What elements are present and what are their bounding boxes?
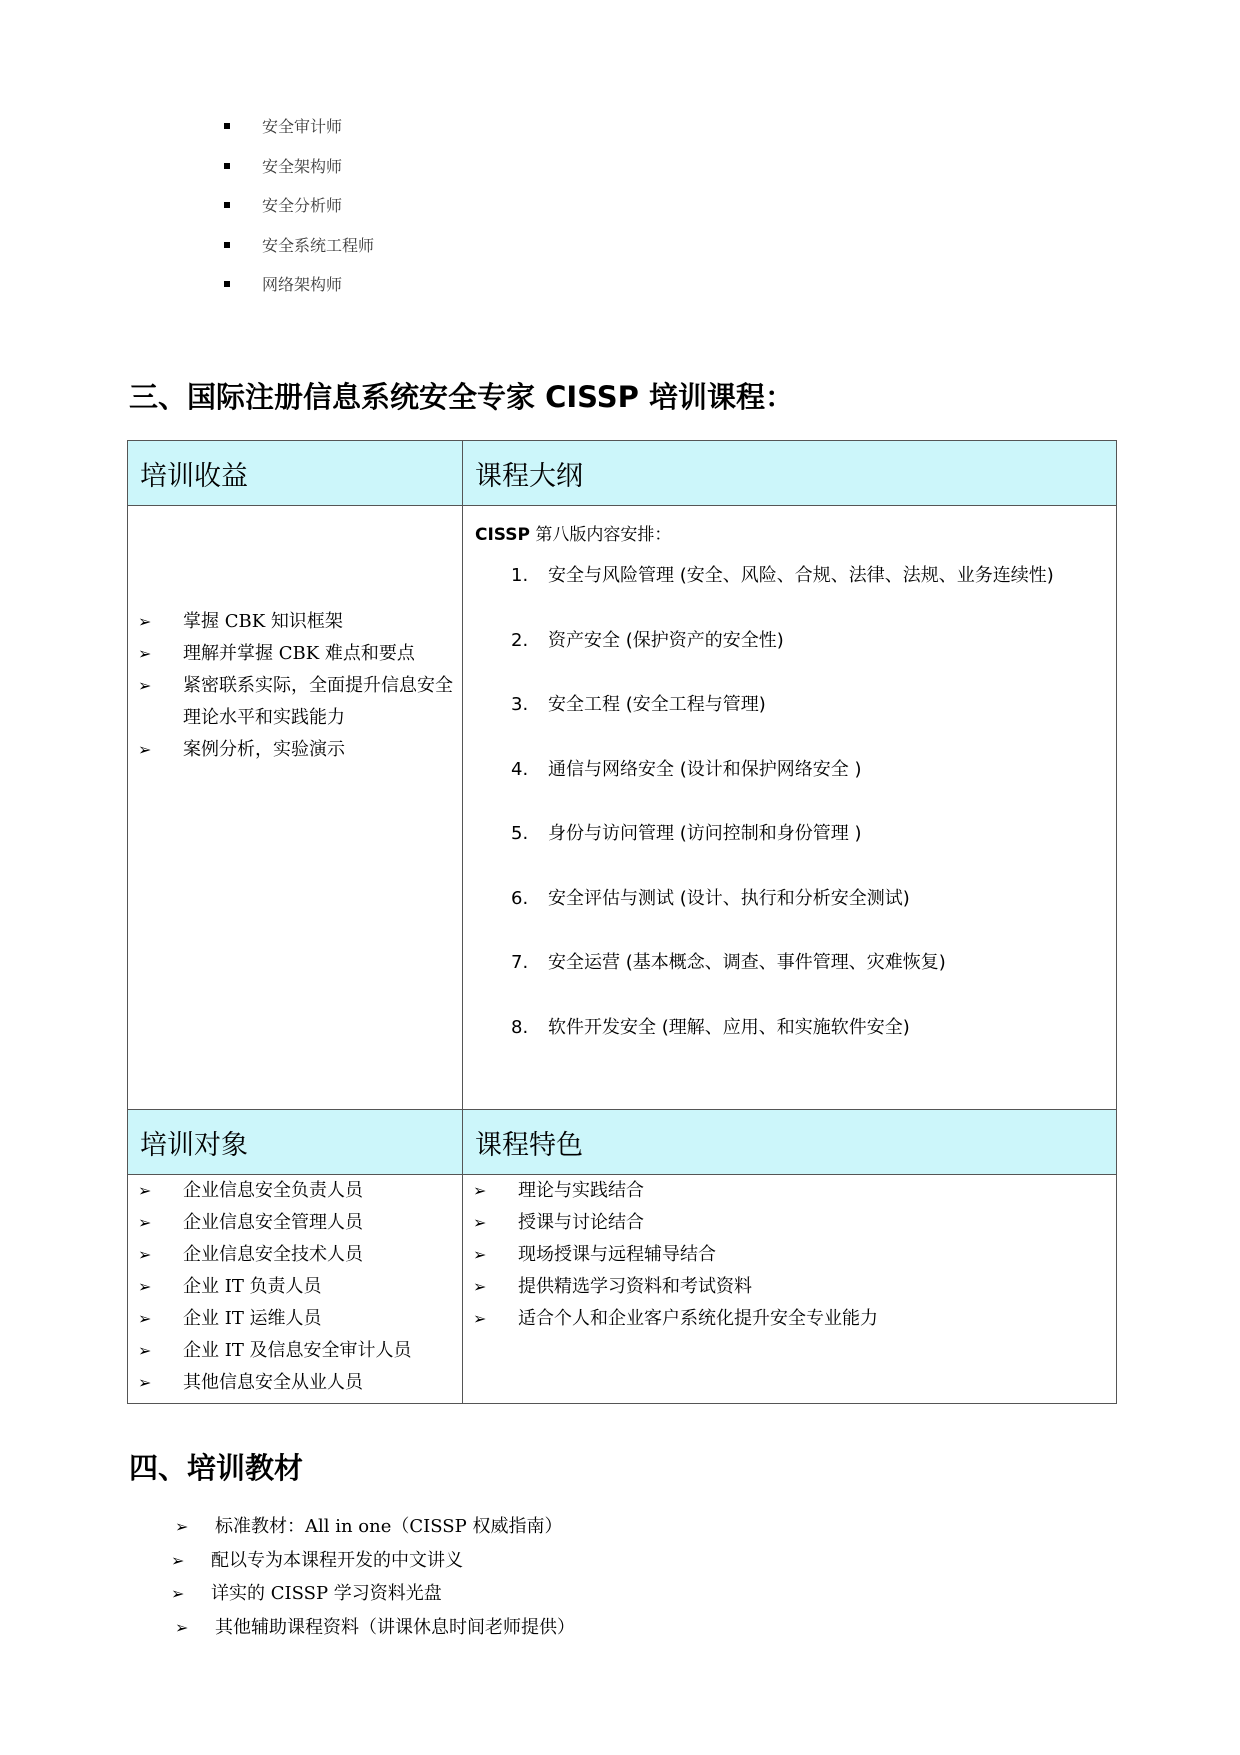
list-item xyxy=(128,1271,462,1303)
benefit-text: 案例分析，实验演示 xyxy=(183,739,345,760)
role-list xyxy=(222,116,374,314)
item-number: 4. xyxy=(511,758,529,780)
item-number: 8. xyxy=(511,1016,529,1038)
list-item xyxy=(171,1546,463,1572)
syllabus-intro-bold: CISSP xyxy=(475,525,530,545)
material-text: 标准教材：All in one（CISSP 权威指南） xyxy=(215,1516,563,1537)
square-bullet-icon xyxy=(224,202,230,208)
benefits-header: 培训收益 xyxy=(128,441,463,506)
syllabus-text: 安全运营 (基本概念、调查、事件管理、灾难恢复) xyxy=(548,952,946,973)
list-item xyxy=(128,1175,462,1207)
target-text: 企业信息安全负责人员 xyxy=(183,1180,363,1201)
list-item xyxy=(222,156,374,196)
target-list xyxy=(128,1175,462,1403)
list-item xyxy=(463,950,1116,1015)
role-label: 安全审计师 xyxy=(262,117,343,136)
arrow-bullet-icon: ➢ xyxy=(138,676,152,695)
list-item xyxy=(222,195,374,235)
arrow-bullet-icon: ➢ xyxy=(138,1373,152,1392)
arrow-bullet-icon: ➢ xyxy=(175,1618,189,1637)
arrow-bullet-icon: ➢ xyxy=(175,1517,189,1536)
item-number: 7. xyxy=(511,952,529,973)
arrow-bullet-icon: ➢ xyxy=(138,740,152,759)
course-table xyxy=(127,440,1117,1404)
list-item xyxy=(128,1239,462,1271)
list-item xyxy=(222,235,374,275)
item-number: 2. xyxy=(511,629,529,651)
arrow-bullet-icon: ➢ xyxy=(473,1277,487,1296)
arrow-bullet-icon: ➢ xyxy=(171,1551,185,1570)
list-item xyxy=(222,116,374,156)
list-item xyxy=(463,1175,1116,1207)
feature-text: 适合个人和企业客户系统化提升安全专业能力 xyxy=(518,1308,878,1329)
syllabus-intro-text: 第八版内容安排： xyxy=(529,525,672,545)
square-bullet-icon xyxy=(224,163,230,169)
list-item xyxy=(128,1367,462,1399)
arrow-bullet-icon: ➢ xyxy=(138,1309,152,1328)
item-number: 3. xyxy=(511,694,529,715)
arrow-bullet-icon: ➢ xyxy=(473,1309,487,1328)
feature-list xyxy=(463,1175,1116,1339)
benefit-text: 掌握 CBK 知识框架 xyxy=(183,611,343,632)
list-item xyxy=(171,1579,442,1605)
syllabus-intro xyxy=(463,506,1116,545)
benefits-list xyxy=(128,606,462,766)
arrow-bullet-icon: ➢ xyxy=(171,1584,185,1603)
arrow-bullet-icon: ➢ xyxy=(473,1181,487,1200)
feature-text: 理论与实践结合 xyxy=(518,1180,644,1201)
arrow-bullet-icon: ➢ xyxy=(138,1245,152,1264)
arrow-bullet-icon: ➢ xyxy=(138,1341,152,1360)
list-item xyxy=(128,1303,462,1335)
target-header: 培训对象 xyxy=(128,1110,463,1175)
syllabus-cell xyxy=(463,506,1117,1110)
role-label: 网络架构师 xyxy=(262,275,343,294)
list-item xyxy=(463,563,1116,628)
list-item xyxy=(463,1015,1116,1080)
material-text: 配以专为本课程开发的中文讲义 xyxy=(211,1550,463,1571)
list-item xyxy=(463,1303,1116,1335)
target-text: 企业 IT 负责人员 xyxy=(183,1276,322,1297)
list-item xyxy=(463,886,1116,951)
target-text: 企业 IT 及信息安全审计人员 xyxy=(183,1340,412,1361)
square-bullet-icon xyxy=(224,123,230,129)
list-item xyxy=(463,628,1116,693)
item-number: 1. xyxy=(511,565,529,586)
syllabus-text: 安全工程 (安全工程与管理) xyxy=(548,694,766,715)
arrow-bullet-icon: ➢ xyxy=(138,1213,152,1232)
square-bullet-icon xyxy=(224,242,230,248)
material-text: 详实的 CISSP 学习资料光盘 xyxy=(211,1583,442,1604)
target-cell xyxy=(128,1175,463,1404)
arrow-bullet-icon: ➢ xyxy=(138,1181,152,1200)
square-bullet-icon xyxy=(224,281,230,287)
list-item xyxy=(128,734,462,766)
feature-text: 现场授课与远程辅导结合 xyxy=(518,1244,716,1265)
list-item xyxy=(175,1613,575,1639)
feature-header: 课程特色 xyxy=(463,1110,1117,1175)
syllabus-text: 通信与网络安全 (设计和保护网络安全 ) xyxy=(548,758,862,780)
role-label: 安全分析师 xyxy=(262,196,343,215)
arrow-bullet-icon: ➢ xyxy=(138,644,152,663)
target-text: 企业信息安全管理人员 xyxy=(183,1212,363,1233)
syllabus-text: 身份与访问管理 (访问控制和身份管理 ) xyxy=(548,823,862,844)
arrow-bullet-icon: ➢ xyxy=(473,1213,487,1232)
section3-title: 三、国际注册信息系统安全专家 CISSP 培训课程： xyxy=(129,380,794,414)
section4-title: 四、培训教材 xyxy=(129,1451,304,1485)
list-item xyxy=(128,638,462,670)
list-item xyxy=(463,821,1116,886)
arrow-bullet-icon: ➢ xyxy=(473,1245,487,1264)
role-label: 安全系统工程师 xyxy=(262,235,375,255)
feature-cell xyxy=(463,1175,1117,1404)
target-text: 企业信息安全技术人员 xyxy=(183,1244,363,1265)
list-item xyxy=(463,692,1116,757)
list-item xyxy=(128,1335,462,1367)
benefit-text: 理解并掌握 CBK 难点和要点 xyxy=(183,643,415,664)
list-item xyxy=(463,1207,1116,1239)
role-label: 安全架构师 xyxy=(262,156,343,176)
feature-text: 提供精选学习资料和考试资料 xyxy=(518,1276,752,1297)
arrow-bullet-icon: ➢ xyxy=(138,1277,152,1296)
list-item xyxy=(128,670,462,734)
feature-text: 授课与讨论结合 xyxy=(518,1212,644,1233)
list-item xyxy=(175,1512,562,1538)
list-item xyxy=(463,1239,1116,1271)
target-text: 企业 IT 运维人员 xyxy=(183,1308,322,1329)
syllabus-text: 资产安全 (保护资产的安全性) xyxy=(548,629,784,651)
material-text: 其他辅助课程资料（讲课休息时间老师提供） xyxy=(215,1617,575,1638)
syllabus-text: 安全评估与测试 (设计、执行和分析安全测试) xyxy=(548,887,910,909)
syllabus-text: 安全与风险管理 (安全、风险、合规、法律、法规、业务连续性) xyxy=(548,565,1054,586)
list-item xyxy=(222,274,374,314)
benefits-cell xyxy=(128,506,463,1110)
list-item xyxy=(463,1271,1116,1303)
list-item xyxy=(128,1207,462,1239)
syllabus-list xyxy=(463,545,1116,1109)
syllabus-text: 软件开发安全 (理解、应用、和实施软件安全) xyxy=(548,1016,910,1038)
list-item xyxy=(128,606,462,638)
item-number: 5. xyxy=(511,823,529,844)
arrow-bullet-icon: ➢ xyxy=(138,612,152,631)
benefit-text: 紧密联系实际，全面提升信息安全理论水平和实践能力 xyxy=(183,675,453,728)
target-text: 其他信息安全从业人员 xyxy=(183,1372,363,1393)
list-item xyxy=(463,757,1116,822)
syllabus-header: 课程大纲 xyxy=(463,441,1117,506)
item-number: 6. xyxy=(511,887,529,909)
